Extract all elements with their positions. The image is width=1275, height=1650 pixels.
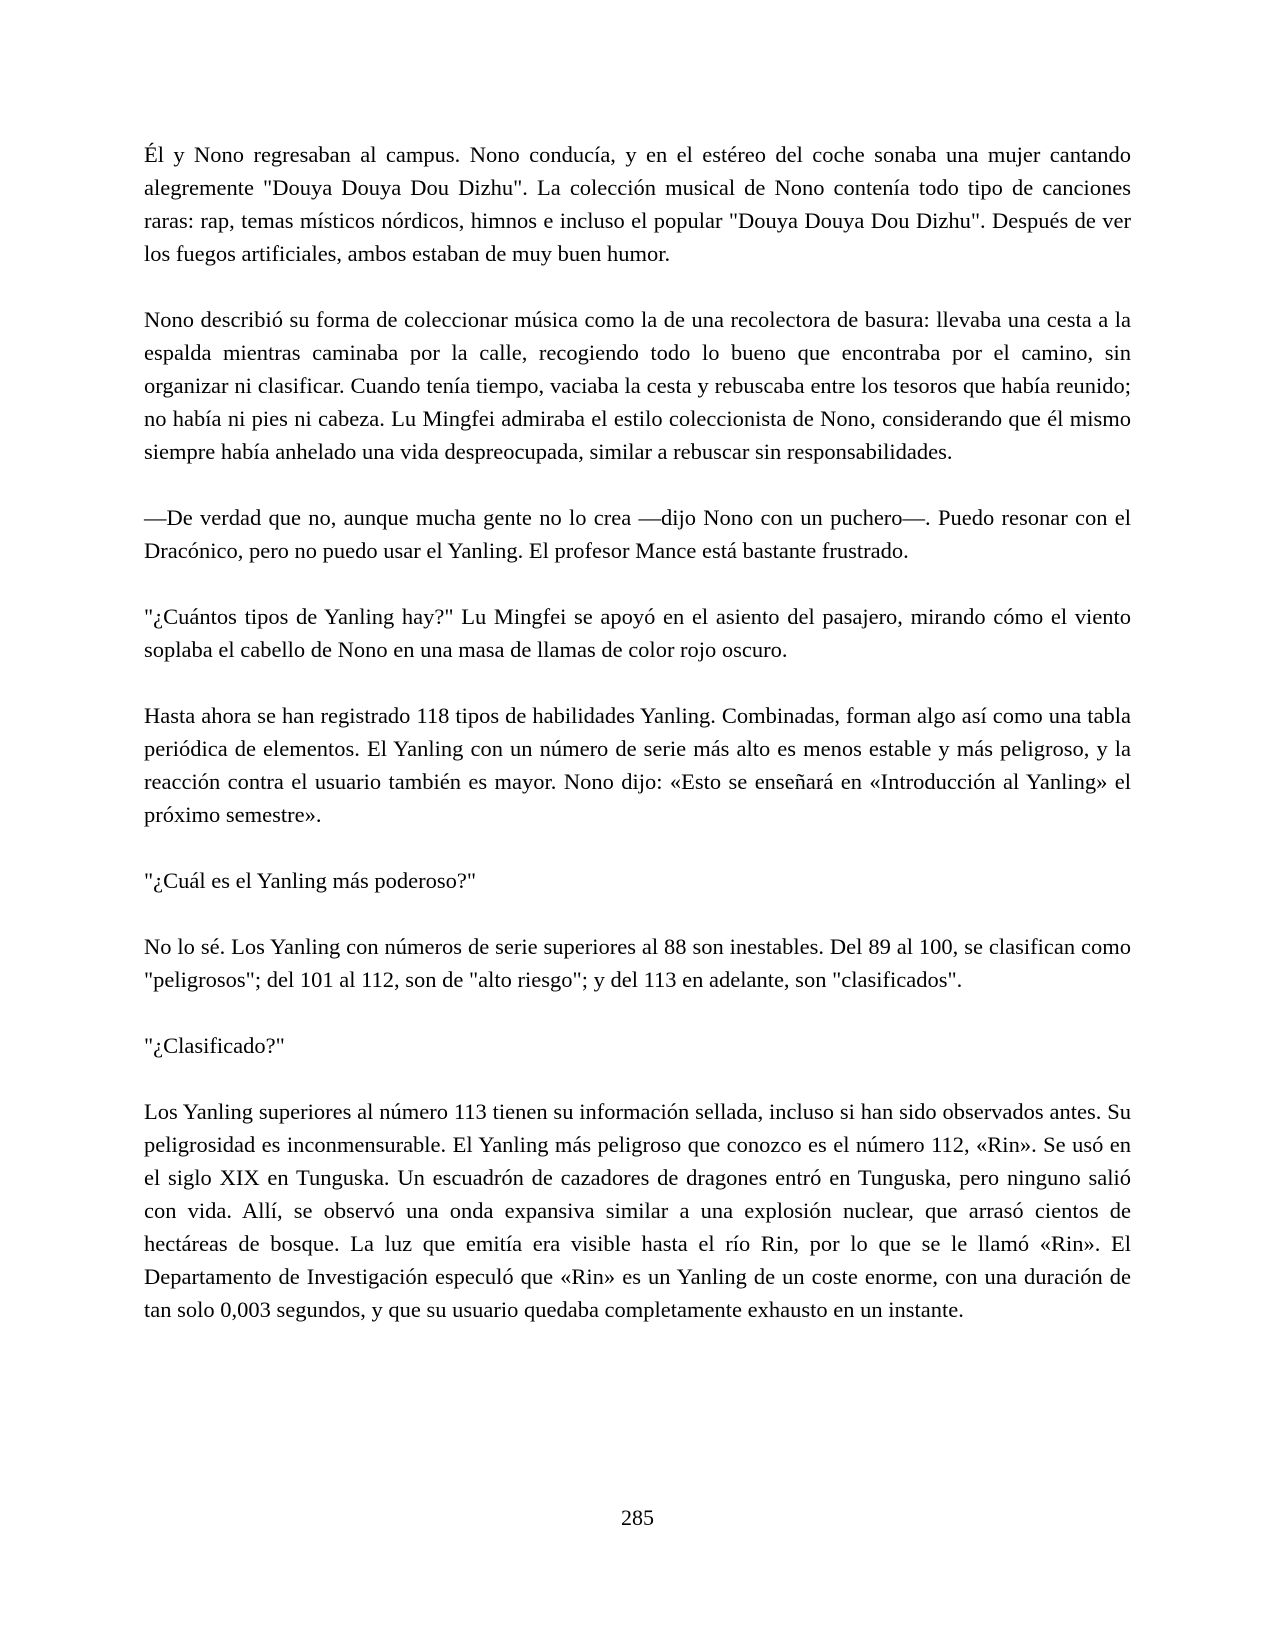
page-number: 285 xyxy=(621,1505,654,1530)
paragraph: "¿Cuál es el Yanling más poderoso?" xyxy=(144,868,477,893)
paragraph: No lo sé. Los Yanling con números de serie superiores al 88 son inestables. Del 89 al 100, se clasifican como "peligrosos"; del 101 al 112, son de "alto riesgo"; y del 113 en adelante, son "clasificados". xyxy=(144,934,1131,992)
paragraph: Nono describió su forma de coleccionar música como la de una recolectora de basura: llevaba una cesta a la espalda mientras caminaba por la calle, recogiendo todo lo bueno que encontraba por el camino, sin organizar ni clasificar. Cuando tenía tiempo, vaciaba la cesta y rebuscaba entre los tesoros que había reunido; no había ni pies ni cabeza. Lu Mingfei admiraba el estilo coleccionista de Nono, considerando que él mismo siempre había anhelado una vida despreocupada, similar a rebuscar sin responsabilidades. xyxy=(144,307,1131,464)
paragraph: Los Yanling superiores al número 113 tienen su información sellada, incluso si han sido observados antes. Su peligrosidad es inconmensurable. El Yanling más peligroso que conozco es el número 112, «Rin». Se usó en el siglo XIX en Tunguska. Un escuadrón de cazadores de dragones entró en Tunguska, pero ninguno salió con vida. Allí, se observó una onda expansiva similar a una explosión nuclear, que arrasó cientos de hectáreas de bosque. La luz que emitía era visible hasta el río Rin, por lo que se le llamó «Rin». El Departamento de Investigación especuló que «Rin» es un Yanling de un coste enorme, con una duración de tan solo 0,003 segundos, y que su usuario quedaba completamente exhausto en un instante. xyxy=(144,1099,1131,1322)
paragraph: "¿Clasificado?" xyxy=(144,1033,285,1058)
paragraph: "¿Cuántos tipos de Yanling hay?" Lu Mingfei se apoyó en el asiento del pasajero, mirando cómo el viento soplaba el cabello de Nono en una masa de llamas de color rojo oscuro. xyxy=(144,604,1131,662)
paragraph: Él y Nono regresaban al campus. Nono conducía, y en el estéreo del coche sonaba una mujer cantando alegremente "Douya Douya Dou Dizhu". La colección musical de Nono contenía todo tipo de canciones raras: rap, temas místicos nórdicos, himnos e incluso el popular "Douya Douya Dou Dizhu". Después de ver los fuegos artificiales, ambos estaban de muy buen humor. xyxy=(144,142,1131,266)
paragraph: Hasta ahora se han registrado 118 tipos de habilidades Yanling. Combinadas, forman algo así como una tabla periódica de elementos. El Yanling con un número de serie más alto es menos estable y más peligroso, y la reacción contra el usuario también es mayor. Nono dijo: «Esto se enseñará en «Introducción al Yanling» el próximo semestre». xyxy=(144,703,1131,827)
page-footer xyxy=(144,1504,1131,1650)
paragraph: —De verdad que no, aunque mucha gente no lo crea —dijo Nono con un puchero—. Puedo resonar con el Dracónico, pero no puedo usar el Yanling. El profesor Mance está bastante frustrado. xyxy=(144,505,1131,563)
page-body xyxy=(144,138,1131,1359)
